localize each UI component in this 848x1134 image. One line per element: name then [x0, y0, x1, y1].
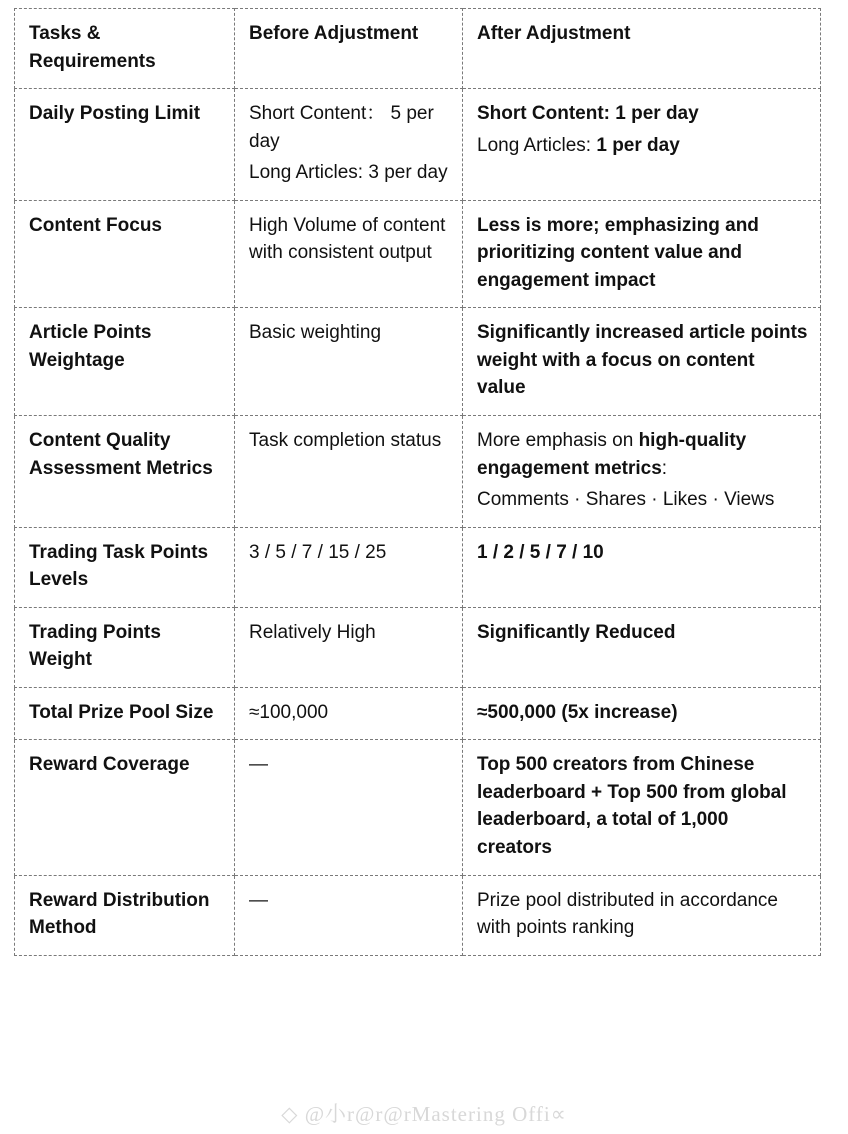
table-header-row — [15, 9, 821, 89]
watermark-text: @小r@r@rMastering Offi∝ — [304, 1102, 567, 1126]
after-line-1: Prize pool distributed in accordance with points ranking — [477, 889, 779, 939]
before-line-1: — — [249, 889, 268, 911]
row-after-reward-coverage — [463, 740, 821, 875]
before-line-2: Long Articles: 3 per day — [249, 162, 448, 184]
header-cell-tasks: Tasks & Requirements — [15, 9, 235, 89]
after-line-2-plain: Long Articles: — [477, 134, 597, 156]
after-line-2: Comments · Shares · Likes · Views — [477, 489, 775, 511]
comparison-table-container — [14, 8, 820, 956]
row-label-article-points-weightage: Article Points Weightage — [15, 308, 235, 416]
after-line-1: Significantly Reduced — [477, 621, 676, 643]
row-label-trading-points-weight: Trading Points Weight — [15, 607, 235, 687]
before-line-1: 3 / 5 / 7 / 15 / 25 — [249, 541, 387, 563]
row-before-content-quality-assessment-metrics — [235, 416, 463, 528]
after-line-2 — [477, 132, 808, 160]
table-row — [15, 687, 821, 740]
before-line-1: Short Content： 5 per day — [249, 103, 434, 152]
table-row — [15, 607, 821, 687]
after-line-1-tail: : — [661, 457, 668, 479]
row-label-daily-posting-limit: Daily Posting Limit — [15, 89, 235, 201]
table-row — [15, 200, 821, 308]
row-label-reward-distribution-method: Reward Distribution Method — [15, 875, 235, 955]
row-label-content-focus: Content Focus — [15, 200, 235, 308]
after-line-1-bold: high-quality engagement metrics — [477, 430, 747, 479]
table-row — [15, 527, 821, 607]
row-after-article-points-weightage — [463, 308, 821, 416]
header-cell-after: After Adjustment — [463, 9, 821, 89]
before-line-1: High Volume of content with consistent output — [249, 214, 446, 264]
after-line-1: Short Content: 1 per day — [477, 103, 699, 125]
table-row — [15, 740, 821, 875]
header-cell-before: Before Adjustment — [235, 9, 463, 89]
after-line-2-bold: 1 per day — [596, 134, 680, 156]
row-after-daily-posting-limit — [463, 89, 821, 201]
row-before-total-prize-pool-size — [235, 687, 463, 740]
row-before-trading-points-weight — [235, 607, 463, 687]
table-row — [15, 875, 821, 955]
table-row — [15, 416, 821, 528]
after-line-1 — [477, 427, 808, 482]
after-line-1: Significantly increased article points weight with a focus on content value — [477, 322, 808, 399]
watermark — [0, 1098, 848, 1128]
after-line-1: ≈500,000 (5x increase) — [477, 701, 678, 723]
row-after-content-focus — [463, 200, 821, 308]
row-after-trading-points-weight — [463, 607, 821, 687]
row-before-reward-coverage — [235, 740, 463, 875]
watermark-diamond-icon: ◇ — [281, 1102, 299, 1126]
row-label-reward-coverage: Reward Coverage — [15, 740, 235, 875]
after-line-1-plain: More emphasis on — [477, 430, 639, 452]
after-line-1: 1 / 2 / 5 / 7 / 10 — [477, 541, 604, 563]
before-line-1: Task completion status — [249, 430, 442, 452]
row-after-total-prize-pool-size — [463, 687, 821, 740]
before-line-1: Relatively High — [249, 621, 376, 643]
row-before-content-focus — [235, 200, 463, 308]
row-before-reward-distribution-method — [235, 875, 463, 955]
before-line-1: ≈100,000 — [249, 701, 329, 723]
comparison-table — [14, 8, 821, 956]
row-after-content-quality-assessment-metrics — [463, 416, 821, 528]
row-after-reward-distribution-method — [463, 875, 821, 955]
row-after-trading-task-points-levels — [463, 527, 821, 607]
row-label-content-quality-assessment-metrics: Content Quality Assessment Metrics — [15, 416, 235, 528]
after-line-1: Less is more; emphasizing and prioritizing content value and engagement impact — [477, 214, 759, 291]
row-before-trading-task-points-levels — [235, 527, 463, 607]
before-line-1: — — [249, 754, 268, 776]
row-before-article-points-weightage — [235, 308, 463, 416]
row-before-daily-posting-limit — [235, 89, 463, 201]
row-label-trading-task-points-levels: Trading Task Points Levels — [15, 527, 235, 607]
before-line-1: Basic weighting — [249, 322, 382, 344]
table-row — [15, 89, 821, 201]
after-line-1: Top 500 creators from Chinese leaderboard + Top 500 from global leaderboard, a total of 1,000 creators — [477, 754, 787, 859]
table-row — [15, 308, 821, 416]
row-label-total-prize-pool-size: Total Prize Pool Size — [15, 687, 235, 740]
